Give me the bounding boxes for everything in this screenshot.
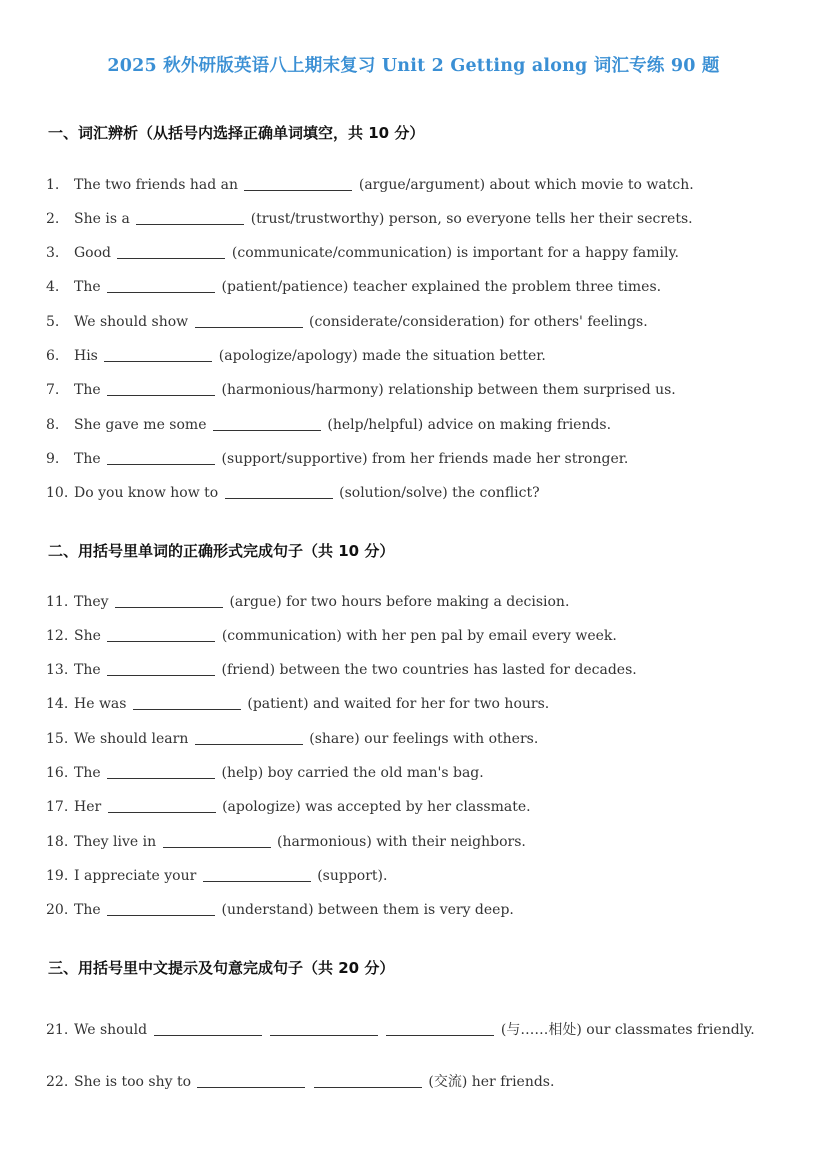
question-8 [46, 416, 611, 433]
question-16 [46, 764, 484, 781]
answer-blank[interactable] [163, 833, 271, 848]
question-text-after: (patient/patience) teacher explained the problem three times. [221, 279, 662, 295]
question-11 [46, 593, 569, 610]
question-text-before: They [74, 594, 109, 610]
question-text-after: (considerate/consideration) for others' feelings. [309, 314, 648, 330]
section-heading-1: 一、词汇辨析（从括号内选择正确单词填空，共 10 分） [48, 124, 425, 142]
answer-blank[interactable] [154, 1021, 262, 1036]
answer-blank[interactable] [244, 176, 352, 191]
answer-blank[interactable] [133, 695, 241, 710]
answer-blank[interactable] [107, 450, 215, 465]
question-text-after: (help/helpful) advice on making friends. [327, 417, 612, 433]
answer-blank[interactable] [270, 1021, 378, 1036]
question-text-after: (harmonious) with their neighbors. [277, 834, 526, 850]
answer-blank[interactable] [108, 798, 216, 813]
question-6 [46, 347, 546, 364]
question-7 [46, 381, 676, 398]
question-9 [46, 450, 628, 467]
question-text-after: (help) boy carried the old man's bag. [221, 765, 484, 781]
section-heading-3: 三、用括号里中文提示及句意完成句子（共 20 分） [48, 959, 395, 977]
question-number: 10. [46, 485, 69, 501]
question-number: 20. [46, 902, 69, 918]
question-17 [46, 798, 531, 815]
question-text-after: (argue) for two hours before making a decision. [229, 594, 570, 610]
answer-blank[interactable] [115, 593, 223, 608]
question-text-before: I appreciate your [74, 868, 197, 884]
question-text-after: (communicate/communication) is important for a happy family. [231, 245, 679, 261]
answer-blank[interactable] [136, 210, 244, 225]
question-number: 9. [46, 451, 60, 467]
answer-blank[interactable] [107, 661, 215, 676]
question-text-before: Her [74, 799, 102, 815]
question-text-after: (share) our feelings with others. [309, 731, 539, 747]
question-text-before: We should show [74, 314, 189, 330]
question-text-before: The [74, 451, 101, 467]
question-text-after: (apologize/apology) made the situation better. [218, 348, 546, 364]
answer-blank[interactable] [225, 484, 333, 499]
question-text-after: (solution/solve) the conflict? [339, 485, 540, 501]
question-text-before: We should learn [74, 731, 189, 747]
question-13 [46, 661, 637, 678]
answer-blank[interactable] [197, 1073, 305, 1088]
question-5 [46, 313, 648, 330]
answer-blank[interactable] [107, 901, 215, 916]
question-text-before: The [74, 382, 101, 398]
answer-blank[interactable] [104, 347, 212, 362]
question-number: 5. [46, 314, 60, 330]
question-number: 12. [46, 628, 69, 644]
question-text-before: She is too shy to [74, 1074, 192, 1090]
question-number: 6. [46, 348, 60, 364]
question-21 [46, 1019, 755, 1039]
question-text-after: (apologize) was accepted by her classmate. [222, 799, 531, 815]
question-text-before: We should [74, 1022, 148, 1038]
page-title: 2025 秋外研版英语八上期末复习 Unit 2 Getting along 词汇专练 90 题 [107, 56, 720, 76]
question-number: 21. [46, 1022, 69, 1038]
question-number: 14. [46, 696, 69, 712]
question-text-after: (patient) and waited for her for two hours. [247, 696, 550, 712]
question-text-after: (support/supportive) from her friends made her stronger. [221, 451, 629, 467]
answer-blank[interactable] [314, 1073, 422, 1088]
question-text-before: She is a [74, 211, 130, 227]
question-text-after: (understand) between them is very deep. [221, 902, 514, 918]
question-22 [46, 1071, 554, 1091]
answer-blank[interactable] [107, 381, 215, 396]
question-number: 7. [46, 382, 60, 398]
question-text-before: His [74, 348, 98, 364]
question-number: 8. [46, 417, 60, 433]
question-text-before: They live in [74, 834, 157, 850]
question-text-before: Good [74, 245, 112, 261]
question-number: 2. [46, 211, 60, 227]
question-text-before: He was [74, 696, 127, 712]
question-text-after: (friend) between the two countries has lasted for decades. [221, 662, 637, 678]
question-text-before: She [74, 628, 101, 644]
question-number: 19. [46, 868, 69, 884]
question-text-before: Do you know how to [74, 485, 219, 501]
answer-blank[interactable] [386, 1021, 494, 1036]
question-text-after: (与……相处) our classmates friendly. [500, 1022, 755, 1038]
answer-blank[interactable] [213, 416, 321, 431]
section-heading-2: 二、用括号里单词的正确形式完成句子（共 10 分） [48, 542, 395, 560]
question-number: 16. [46, 765, 69, 781]
question-number: 13. [46, 662, 69, 678]
question-number: 4. [46, 279, 60, 295]
question-20 [46, 901, 514, 918]
answer-blank[interactable] [107, 278, 215, 293]
question-text-before: The [74, 902, 101, 918]
question-19 [46, 867, 387, 884]
answer-blank[interactable] [195, 313, 303, 328]
question-text-after: (support). [317, 868, 388, 884]
question-text-after: (交流) her friends. [428, 1074, 555, 1090]
answer-blank[interactable] [107, 764, 215, 779]
question-10 [46, 484, 540, 501]
question-15 [46, 730, 538, 747]
question-18 [46, 833, 526, 850]
answer-blank[interactable] [107, 627, 215, 642]
question-text-before: The two friends had an [74, 177, 238, 193]
question-number: 22. [46, 1074, 69, 1090]
question-text-after: (trust/trustworthy) person, so everyone tells her their secrets. [250, 211, 693, 227]
question-text-after: (harmonious/harmony) relationship between them surprised us. [221, 382, 676, 398]
question-number: 15. [46, 731, 69, 747]
question-number: 1. [46, 177, 60, 193]
question-number: 3. [46, 245, 60, 261]
question-14 [46, 695, 549, 712]
question-1 [46, 176, 694, 193]
question-number: 18. [46, 834, 69, 850]
question-2 [46, 210, 693, 227]
answer-blank[interactable] [117, 244, 225, 259]
answer-blank[interactable] [195, 730, 303, 745]
answer-blank[interactable] [203, 867, 311, 882]
question-number: 17. [46, 799, 69, 815]
question-3 [46, 244, 679, 261]
question-number: 11. [46, 594, 69, 610]
question-text-before: The [74, 662, 101, 678]
question-text-after: (argue/argument) about which movie to watch. [358, 177, 694, 193]
question-12 [46, 627, 617, 644]
question-text-after: (communication) with her pen pal by email every week. [221, 628, 617, 644]
question-text-before: The [74, 279, 101, 295]
question-text-before: She gave me some [74, 417, 207, 433]
question-text-before: The [74, 765, 101, 781]
question-4 [46, 278, 661, 295]
